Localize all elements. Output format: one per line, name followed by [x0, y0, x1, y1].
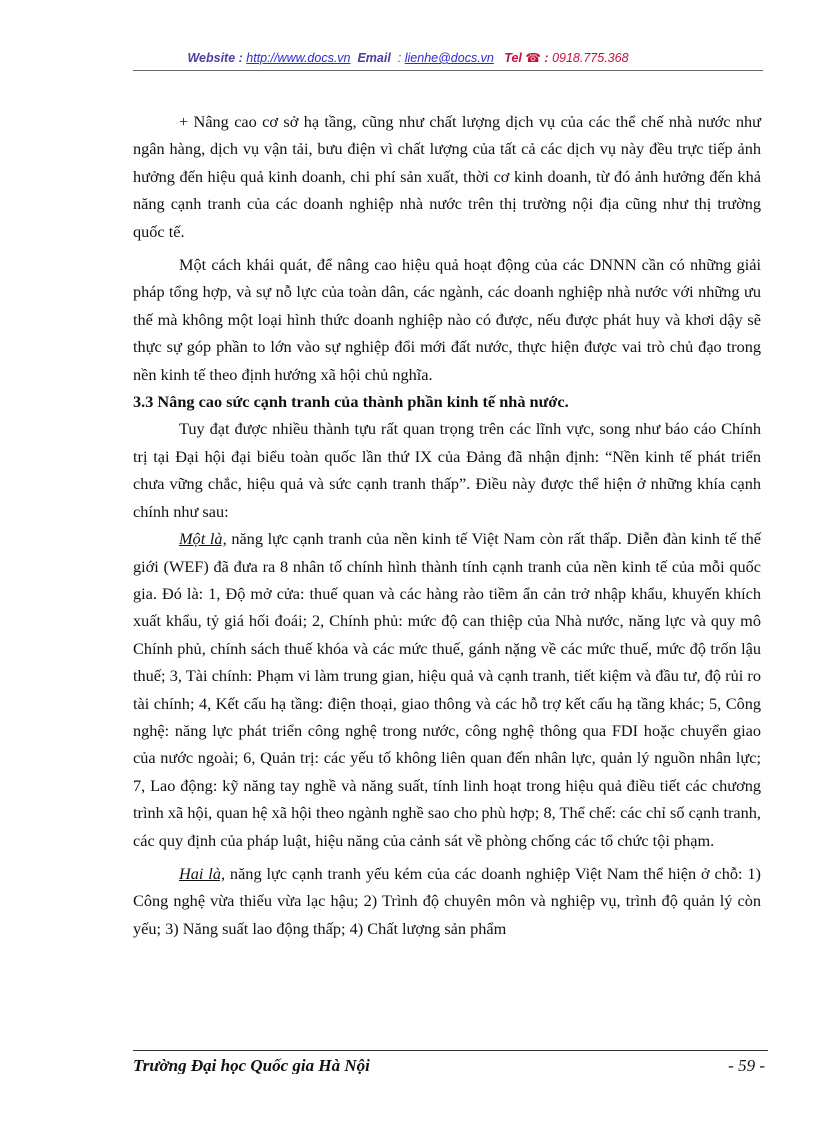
tel-number: 0918.775.368: [552, 51, 629, 65]
footer-divider: [133, 1050, 768, 1051]
page-footer: [133, 1056, 765, 1074]
paragraph-first-point: [133, 525, 761, 854]
page-header: [0, 50, 816, 65]
footer-institution: Trường Đại học Quốc gia Hà Nội: [133, 1056, 370, 1074]
paragraph-second-point: [133, 860, 761, 942]
paragraph-summary: Một cách khái quát, để nâng cao hiệu quả hoạt động của các DNNN cần có những giải pháp tổng hợp, và sự nỗ lực của toàn dân, các ngành, các doanh nghiệp nhà nước với những ưu thế mà không một loại hình thức doanh nghiệp nào có được, nếu được phát huy và khơi dậy sẽ thực sự góp phần to lớn vào sự nghiệp đổi mới đất nước, thực hiện được vai trò chủ đạo trong nền kinh tế theo định hướng xã hội chủ nghĩa.: [133, 255, 761, 384]
section-heading: 3.3 Nâng cao sức cạnh tranh của thành phần kinh tế nhà nước.: [133, 392, 569, 412]
email-separator: :: [397, 51, 402, 65]
first-point-text: năng lực cạnh tranh của nền kinh tế Việt Nam còn rất thấp. Diễn đàn kinh tế thế giới (WEF) đã đưa ra 8 nhân tố chính hình thành tính cạnh tranh của nền kinh tế của mỗi quốc gia. Đó là: 1, Độ mở cửa: thuế quan và các hàng rào tiềm ẩn cản trở nhập khẩu, khuyến khích xuất khẩu, tỷ giá hối đoái; 2, Chính phủ: mức độ can thiệp của Nhà nước, năng lực và quy mô Chính phủ, chính sách thuế khóa và các mức thuế, gánh nặng về các mức thuế, mức độ trốn lậu thuế; 3, Tài chính: Phạm vi làm trung gian, hiệu quả và cạnh tranh, tiết kiệm và đầu tư, độ rủi ro tài chính; 4, Kết cấu hạ tầng: điện thoại, giao thông và các hỗ trợ kết cấu hạ tầng khác; 5, Công nghệ: năng lực phát triển công nghệ trong nước, công nghệ thông qua FDI hoặc chuyển giao của nước ngoài; 6, Quản trị: các yếu tố không liên quan đến nhân lực, quản lý nguồn nhân lực; 7, Lao động: kỹ năng tay nghề và năng suất, tính linh hoạt trong hiệu quả điều tiết các chương trình xã hội, quan hệ xã hội theo ngành nghề sao cho phù hợp; 8, Thể chế: các chỉ số cạnh tranh, các quy định của pháp luật, hiệu năng của cảnh sát về phòng chống các tổ chức tội phạm.: [133, 529, 761, 850]
header-divider: [133, 70, 763, 71]
website-label: Website :: [187, 51, 243, 65]
second-point-lead: Hai là,: [179, 863, 226, 883]
document-body: [133, 108, 761, 942]
paragraph-infrastructure: + Nâng cao cơ sở hạ tầng, cũng như chất lượng dịch vụ của các thể chế nhà nước như ngân hàng, dịch vụ vận tải, bưu điện vì chất lượng của tất cả các dịch vụ này đều trực tiếp ảnh hưởng đến hiệu quả kinh doanh, chi phí sản xuất, thời cơ kinh doanh, từ đó ảnh hưởng đến khả năng cạnh tranh của các doanh nghiệp nhà nước trên thị trường nội địa cũng như thị trường quốc tế.: [133, 112, 761, 241]
website-link[interactable]: http://www.docs.vn: [246, 51, 351, 65]
email-link[interactable]: lienhe@docs.vn: [404, 51, 494, 65]
tel-label: Tel ☎ :: [504, 51, 549, 65]
email-label: Email: [357, 51, 391, 65]
page-number: - 59 -: [728, 1056, 765, 1074]
paragraph-intro: Tuy đạt được nhiều thành tựu rất quan trọng trên các lĩnh vực, song như báo cáo Chính trị tại Đại hội đại biểu toàn quốc lần thứ IX của Đảng đã nhận định: “Nền kinh tế phát triển chưa vững chắc, hiệu quả và sức cạnh tranh thấp”. Điều này được thể hiện ở những khía cạnh chính như sau:: [133, 419, 761, 521]
second-point-text: năng lực cạnh tranh yếu kém của các doanh nghiệp Việt Nam thể hiện ở chỗ: 1) Công nghệ vừa thiếu vừa lạc hậu; 2) Trình độ chuyên môn và nghiệp vụ, trình độ quản lý còn yếu; 3) Năng suất lao động thấp; 4) Chất lượng sản phẩm: [133, 863, 761, 938]
first-point-lead: Một là,: [179, 529, 227, 549]
